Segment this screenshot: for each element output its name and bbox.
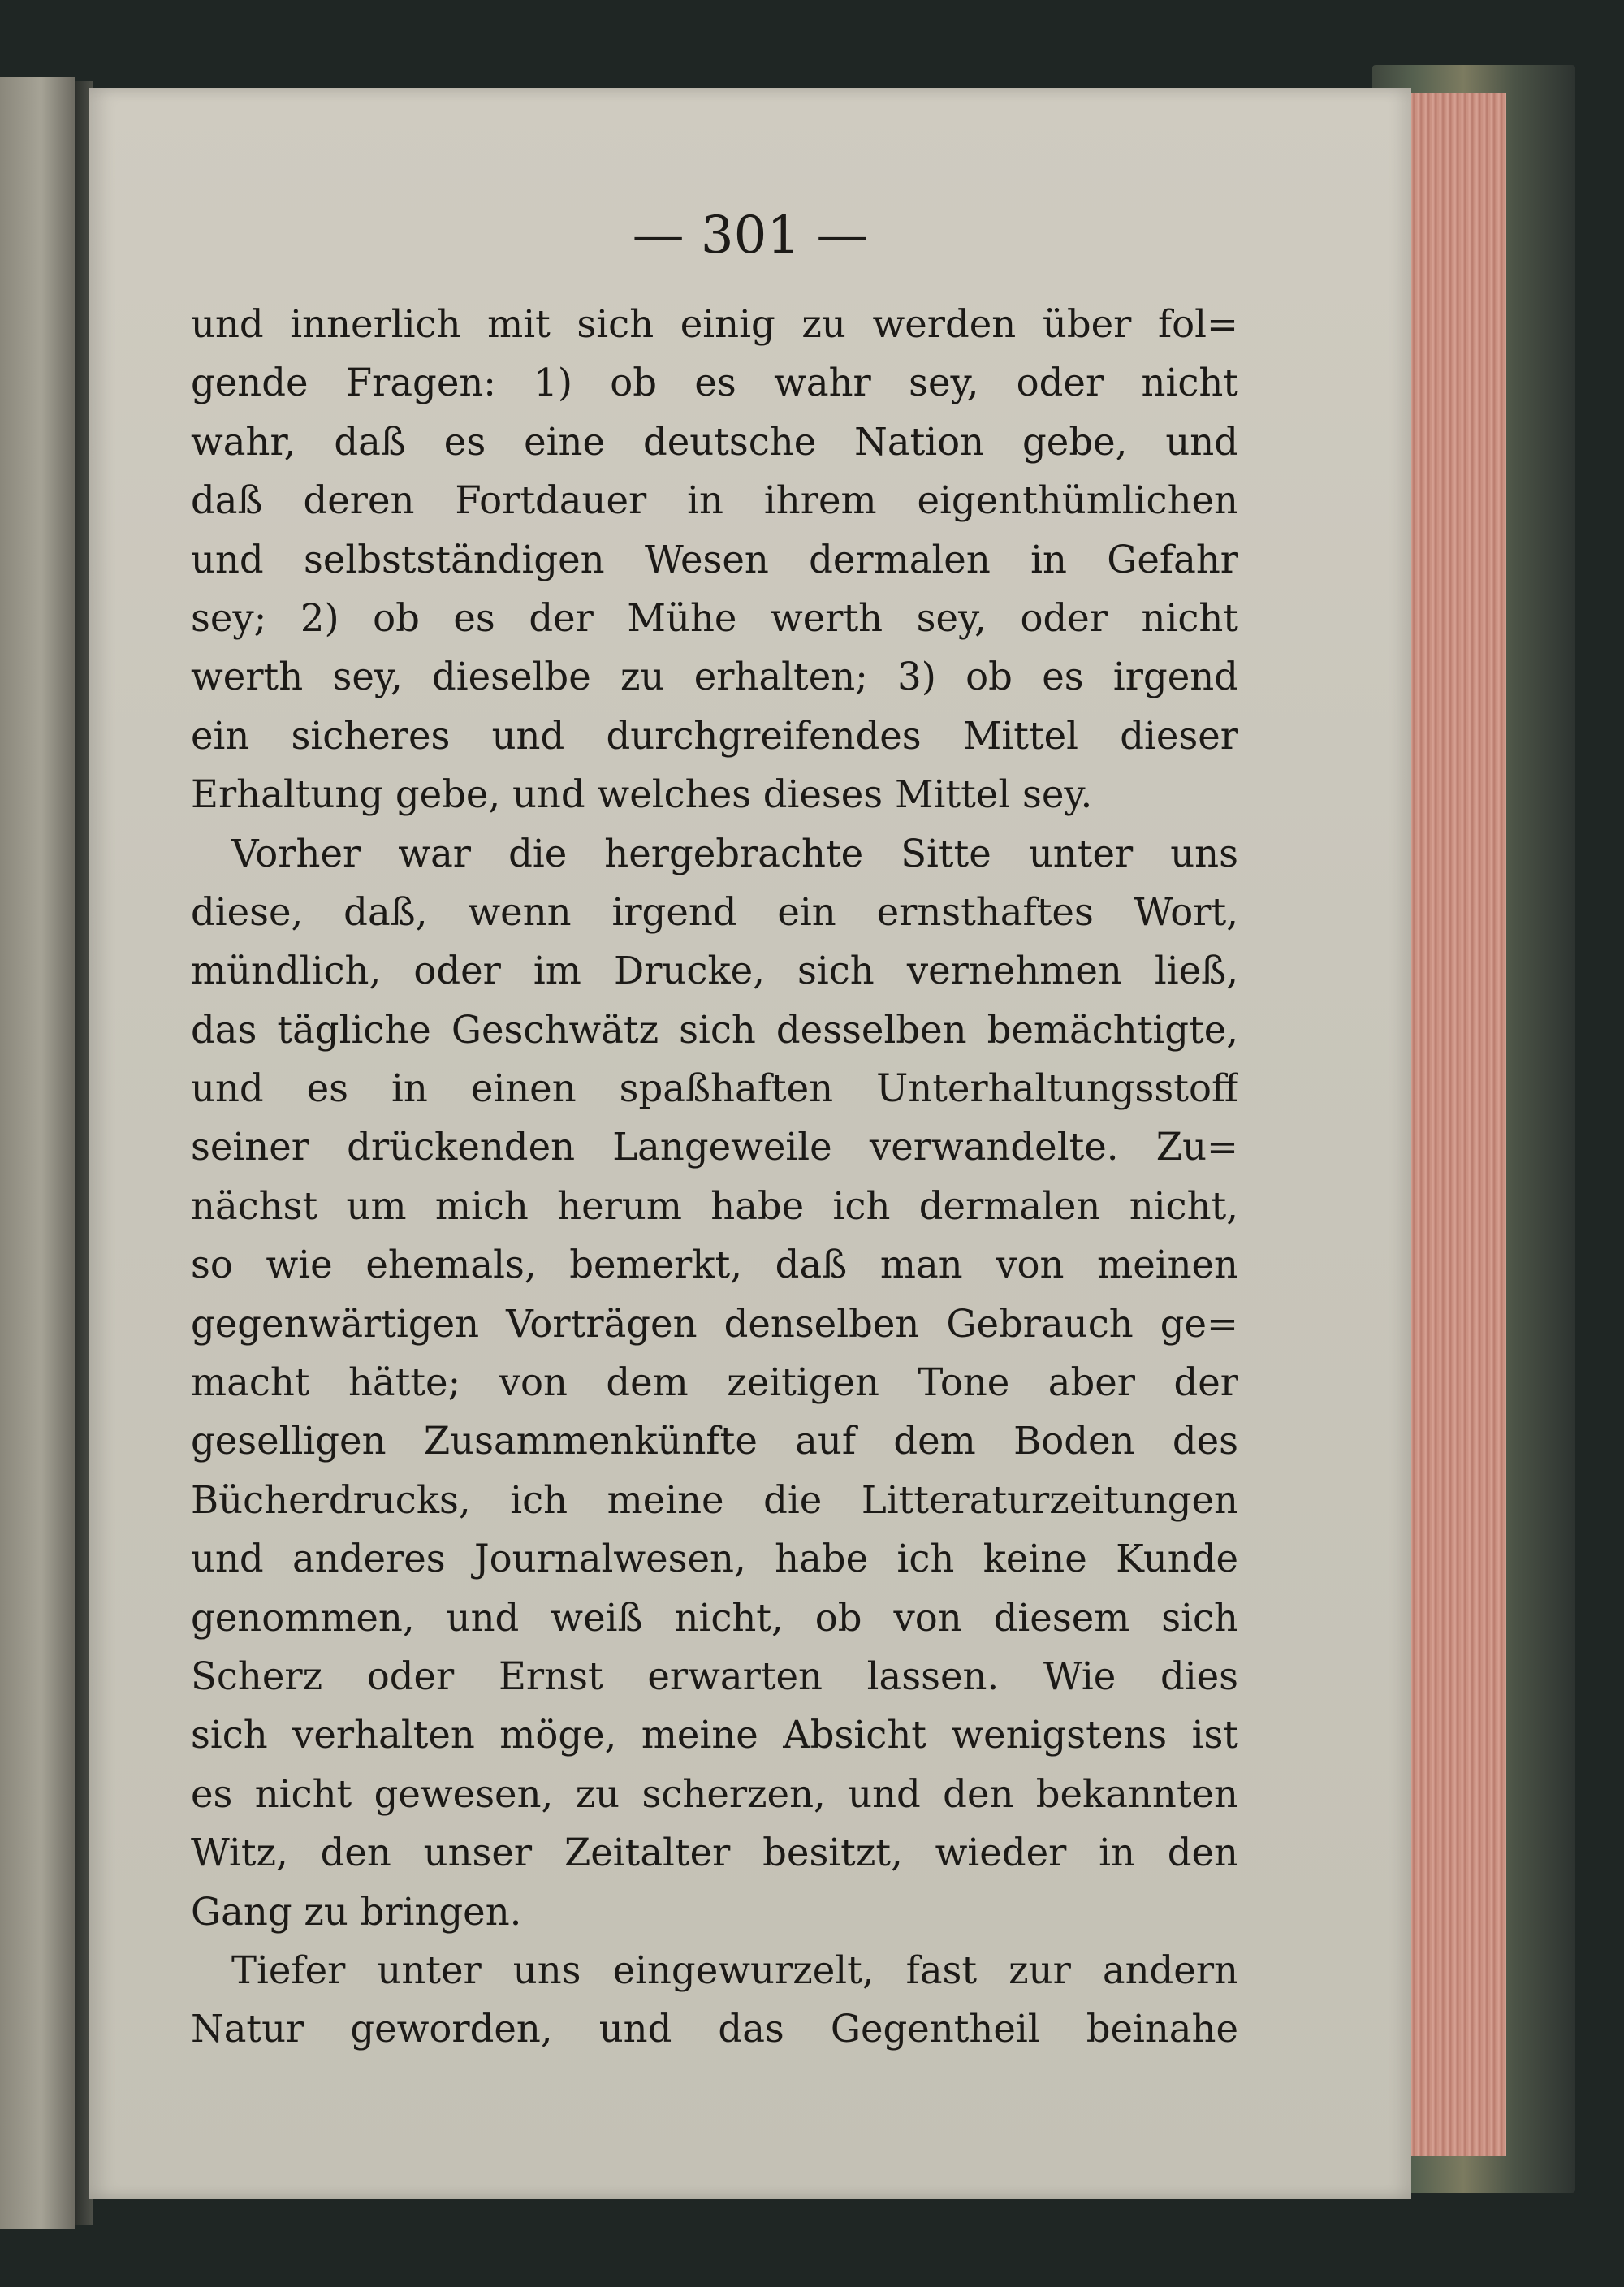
text-line: Natur geworden, und das Gegentheil beinahe xyxy=(191,2007,1238,2051)
text-line: geselligen Zusammenkünfte auf dem Boden des xyxy=(191,1419,1238,1463)
text-line: und anderes Journalwesen, habe ich keine Kunde xyxy=(191,1537,1238,1581)
text-line: wahr, daß es eine deutsche Nation gebe, und xyxy=(191,419,1238,464)
text-line: sich verhalten möge, meine Absicht wenigstens ist xyxy=(191,1713,1238,1757)
page-edges xyxy=(1409,93,1506,2156)
text-line: so wie ehemals, bemerkt, daß man von meinen xyxy=(191,1243,1238,1287)
text-line: werth sey, dieselbe zu erhalten; 3) ob es irgend xyxy=(191,655,1238,699)
text-line: Scherz oder Ernst erwarten lassen. Wie dies xyxy=(191,1654,1238,1698)
text-line: daß deren Fortdauer in ihrem eigenthümlichen xyxy=(191,478,1238,523)
text-line: und es in einen spaßhaften Unterhaltungsstoff xyxy=(191,1066,1238,1111)
text-line: nächst um mich herum habe ich dermalen nicht, xyxy=(191,1183,1238,1228)
text-line: gende Fragen: 1) ob es wahr sey, oder nicht xyxy=(191,361,1238,405)
text-line: Vorher war die hergebrachte Sitte unter uns xyxy=(231,831,1238,875)
text-line: und innerlich mit sich einig zu werden über fol= xyxy=(191,302,1238,346)
page-text xyxy=(191,295,1238,2059)
text-line: gegenwärtigen Vorträgen denselben Gebrauch ge= xyxy=(191,1301,1238,1346)
text-line: ein sicheres und durchgreifendes Mittel dieser xyxy=(191,713,1238,758)
text-line: seiner drückenden Langeweile verwandelte. Zu= xyxy=(191,1125,1238,1169)
text-line: Tiefer unter uns eingewurzelt, fast zur andern xyxy=(231,1948,1238,1992)
text-line: Gang zu bringen. xyxy=(191,1889,522,1934)
left-page-edge xyxy=(0,77,75,2229)
text-line: mündlich, oder im Drucke, sich vernehmen ließ, xyxy=(191,949,1238,993)
text-line: und selbstständigen Wesen dermalen in Gefahr xyxy=(191,537,1238,581)
text-line: Witz, den unser Zeitalter besitzt, wieder in den xyxy=(191,1831,1238,1875)
text-line: das tägliche Geschwätz sich desselben bemächtigte, xyxy=(191,1007,1238,1052)
text-line: es nicht gewesen, zu scherzen, und den bekannten xyxy=(191,1771,1238,1816)
text-line: sey; 2) ob es der Mühe werth sey, oder nicht xyxy=(191,595,1238,640)
text-line: macht hätte; von dem zeitigen Tone aber der xyxy=(191,1360,1238,1405)
text-line: Bücherdrucks, ich meine die Litteraturzeitungen xyxy=(191,1477,1238,1522)
text-line: diese, daß, wenn irgend ein ernsthaftes Wort, xyxy=(191,889,1238,934)
text-line: genommen, und weiß nicht, ob von diesem sich xyxy=(191,1595,1238,1640)
book-page xyxy=(89,88,1411,2199)
text-line: Erhaltung gebe, und welches dieses Mittel sey. xyxy=(191,772,1093,817)
page-number-header: — 301 — xyxy=(632,205,869,266)
